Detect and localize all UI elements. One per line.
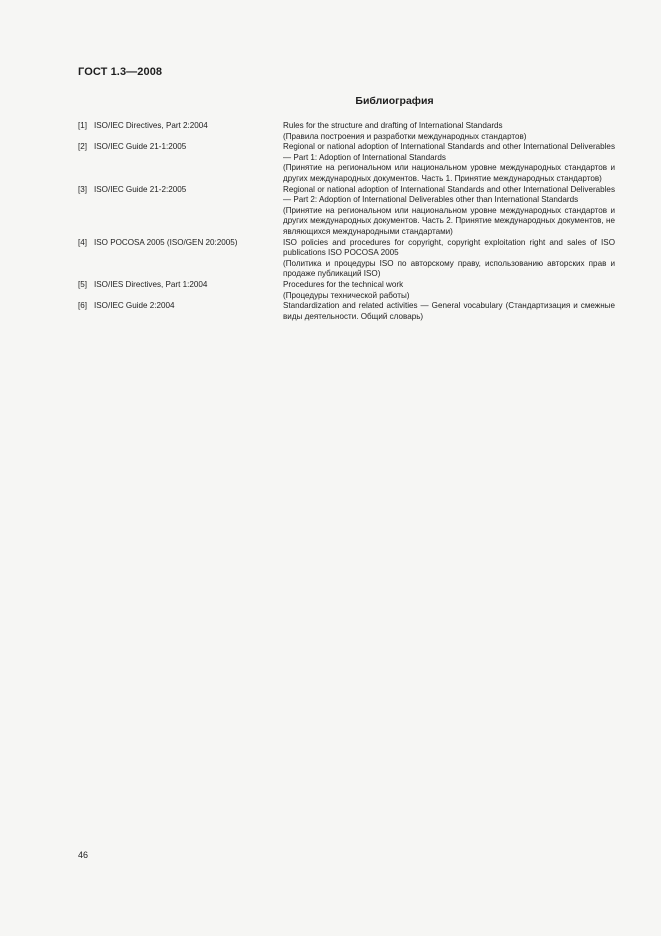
bibliography-entry-6 — [78, 301, 615, 322]
entry-reference — [78, 142, 283, 184]
entry-ref-code: ISO/IEC Guide 21-1:2005 — [94, 142, 187, 152]
entry-description — [283, 280, 615, 301]
entry-reference — [78, 121, 283, 142]
bibliography-entry-3 — [78, 185, 615, 238]
entry-title-ru: (Правила построения и разработки международных стандартов) — [283, 131, 527, 141]
entry-ref-code: ISO/IEC Directives, Part 2:2004 — [94, 121, 208, 130]
entry-ref-code: ISO/IES Directives, Part 1:2004 — [94, 279, 208, 289]
entry-description — [283, 142, 615, 184]
entry-title-en: Regional or national adoption of International Standards and other International Deliverables — Part 2: Adoption of International Deliverables other than International Standards — [283, 184, 615, 205]
entry-description — [283, 301, 615, 322]
entry-title-ru: (Политика и процедуры ISO по авторскому праву, использованию авторских прав и продаже публикаций ISO) — [283, 258, 615, 279]
entry-ref-code: ISO/IEC Guide 21-2:2005 — [94, 184, 187, 194]
entry-title-en: Rules for the structure and drafting of International Standards — [283, 121, 503, 130]
entry-reference — [78, 280, 283, 301]
entry-title-ru: (Процедуры технической работы) — [283, 290, 410, 300]
entry-ref-code: ISO/IEC Guide 2:2004 — [94, 301, 175, 311]
entry-title: Standardization and related activities — General vocabulary (Стандартизация и смежные виды деятельности. Общий словарь) — [283, 301, 615, 321]
entry-title-en: ISO policies and procedures for copyright, copyright exploitation right and sales of ISO publications ISO POCOSA 2005 — [283, 237, 615, 258]
entry-number: [2] — [78, 142, 87, 152]
entry-reference — [78, 301, 283, 322]
bibliography-entry-2 — [78, 142, 615, 184]
entry-ref-code: ISO POCOSA 2005 (ISO/GEN 20:2005) — [94, 237, 238, 247]
bibliography-list — [78, 121, 615, 322]
entry-description — [283, 185, 615, 238]
entry-description — [283, 238, 615, 280]
entry-reference — [78, 238, 283, 280]
entry-number: [1] — [78, 121, 87, 130]
page-number: 46 — [78, 850, 89, 860]
entry-number: [5] — [78, 279, 87, 289]
entry-reference — [78, 185, 283, 238]
entry-number: [4] — [78, 237, 87, 247]
entry-title-ru: (Принятие на региональном или национальном уровне международных стандартов и других международных документов. Часть 2. Принятие международных документов, не являющихся международными стандартами) — [283, 205, 615, 236]
entry-number: [3] — [78, 184, 87, 194]
section-title: Библиография — [355, 95, 434, 107]
bibliography-entry-4 — [78, 238, 615, 280]
document-code: ГОСТ 1.3—2008 — [78, 66, 163, 78]
entry-title-en: Regional or national adoption of International Standards and other International Deliverables — Part 1: Adoption of International Standards — [283, 142, 615, 162]
section-title-wrap — [0, 95, 661, 107]
bibliography-entry-5 — [78, 280, 615, 301]
entry-number: [6] — [78, 301, 87, 311]
entry-title-en: Procedures for the technical work — [283, 279, 404, 289]
bibliography-entry-1 — [78, 121, 615, 142]
entry-title-ru: (Принятие на региональном или национальном уровне международных стандартов и других международных документов. Часть 1. Принятие международных стандартов) — [283, 163, 615, 183]
entry-description — [283, 121, 615, 142]
